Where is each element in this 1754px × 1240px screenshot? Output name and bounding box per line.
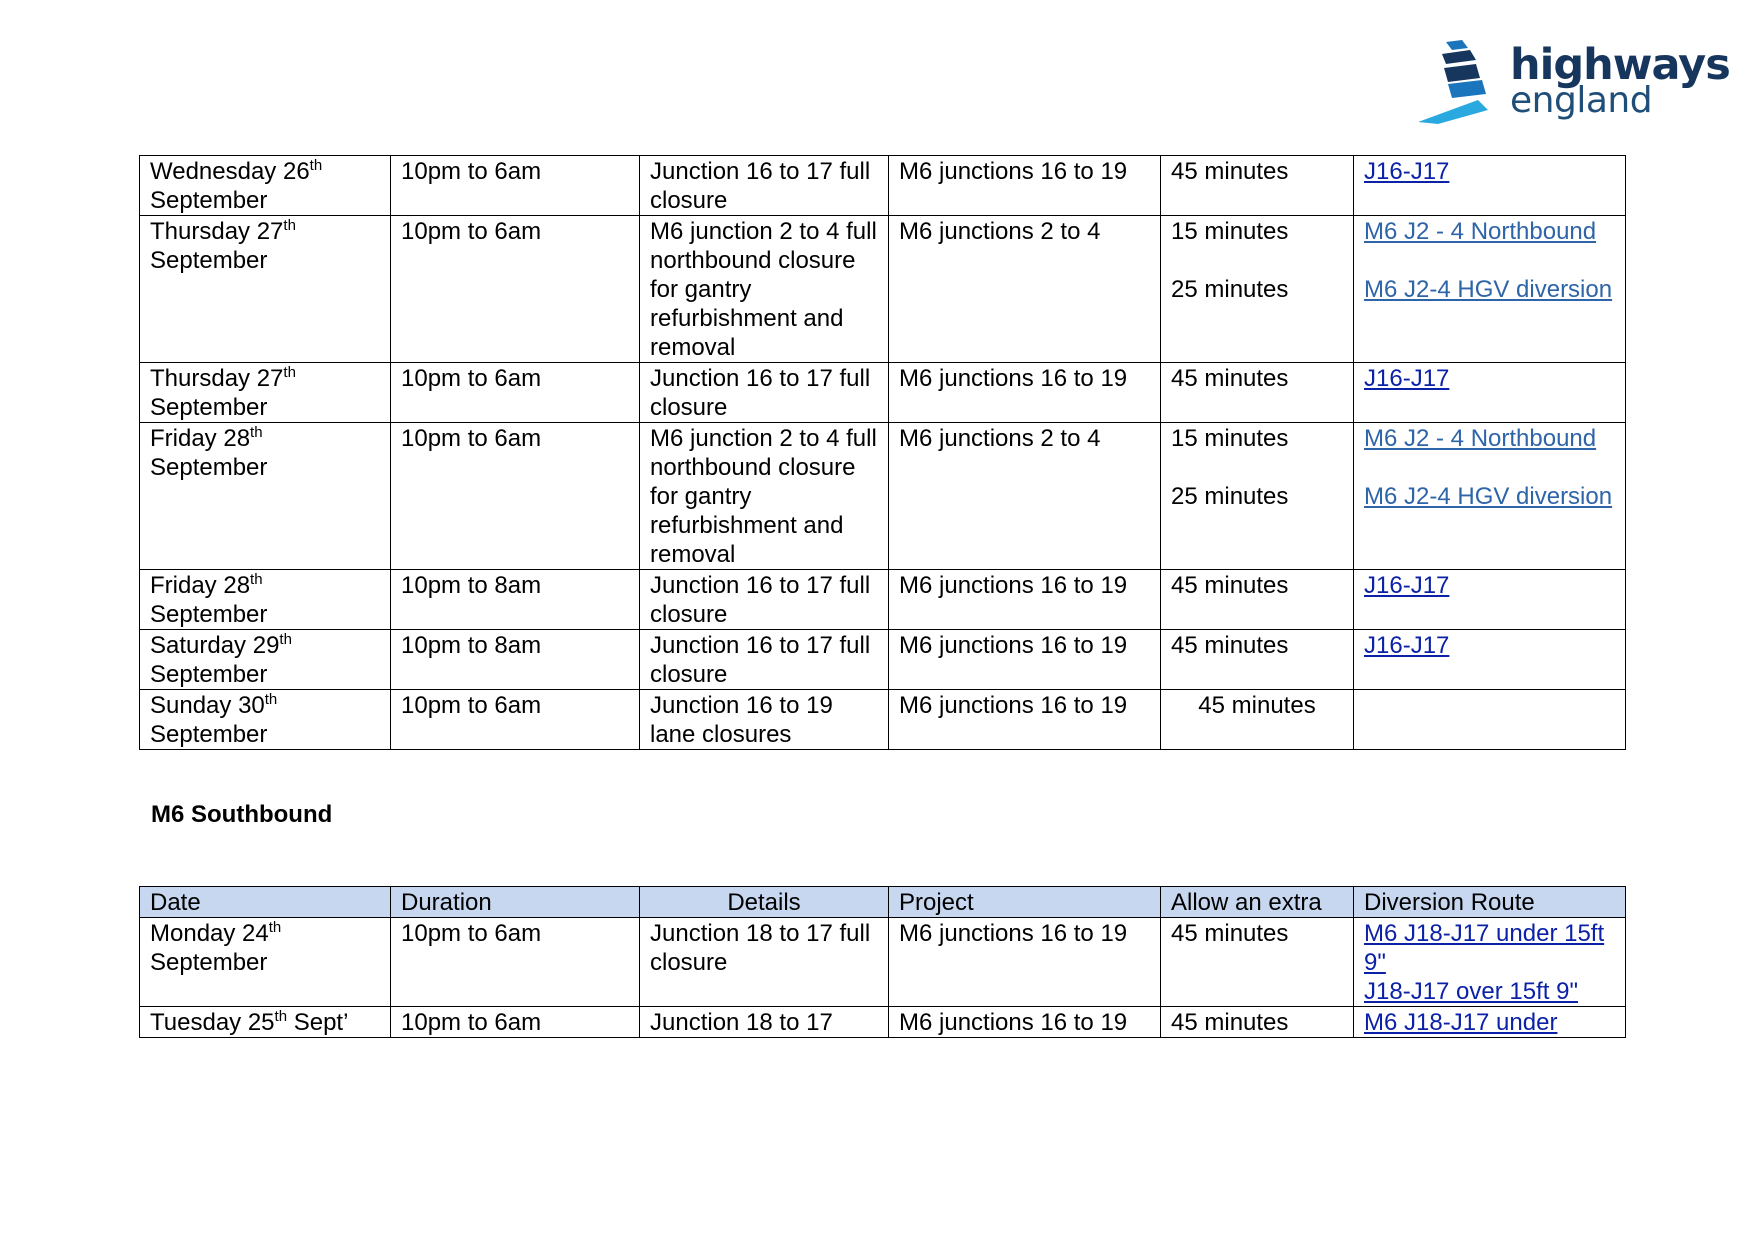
extra-time-cell: 15 minutes 25 minutes (1161, 423, 1354, 570)
hgv-diversion-link[interactable]: M6 J2-4 HGV diversion (1364, 483, 1613, 510)
table-row (140, 216, 1626, 363)
hgv-diversion-link[interactable]: M6 J2-4 HGV diversion (1364, 276, 1613, 303)
closures-table-northbound (139, 155, 1626, 750)
extra-time-cell: 45 minutes (1161, 570, 1354, 630)
extra-time-cell: 45 minutes (1161, 363, 1354, 423)
table-row (140, 423, 1626, 570)
extra-time-cell: 15 minutes 25 minutes (1161, 216, 1354, 363)
project-cell: M6 junctions 16 to 19 (889, 918, 1161, 1007)
duration-cell: 10pm to 8am (391, 630, 640, 690)
diversion-link[interactable]: J16-J17 (1364, 158, 1450, 185)
project-cell: M6 junctions 16 to 19 (889, 570, 1161, 630)
column-header-diversion: Diversion Route (1354, 887, 1626, 918)
date-cell: Sunday 30th September (140, 690, 391, 750)
diversion-link[interactable]: M6 J2 - 4 Northbound (1364, 218, 1597, 245)
diversion-cell (1354, 918, 1626, 1007)
diversion-link[interactable]: M6 J18-J17 under (1364, 1009, 1558, 1036)
diversion-cell (1354, 570, 1626, 630)
logo-word-highways: highways (1510, 40, 1730, 90)
table-row (140, 1007, 1626, 1038)
diversion-cell (1354, 156, 1626, 216)
diversion-cell (1354, 216, 1626, 363)
date-cell: Friday 28th September (140, 570, 391, 630)
extra-time-cell: 45 minutes (1161, 690, 1354, 750)
details-cell: Junction 18 to 17 (640, 1007, 889, 1038)
project-cell: M6 junctions 16 to 19 (889, 690, 1161, 750)
column-header-extra: Allow an extra (1161, 887, 1354, 918)
diversion-cell (1354, 423, 1626, 570)
diversion-link[interactable]: M6 J2 - 4 Northbound (1364, 425, 1597, 452)
details-cell: Junction 16 to 17 full closure (640, 570, 889, 630)
table-row (140, 570, 1626, 630)
diversion-link[interactable]: J16-J17 (1364, 632, 1450, 659)
diversion-link[interactable]: J16-J17 (1364, 365, 1450, 392)
column-header-date: Date (140, 887, 391, 918)
extra-time-cell: 45 minutes (1161, 156, 1354, 216)
column-header-project: Project (889, 887, 1161, 918)
diversion-cell (1354, 363, 1626, 423)
diversion-link-over[interactable]: J18-J17 over 15ft 9" (1364, 978, 1578, 1005)
details-cell: Junction 18 to 17 full closure (640, 918, 889, 1007)
details-cell: Junction 16 to 19 lane closures (640, 690, 889, 750)
date-cell: Thursday 27th September (140, 363, 391, 423)
details-cell: Junction 16 to 17 full closure (640, 363, 889, 423)
table-row (140, 363, 1626, 423)
duration-cell: 10pm to 6am (391, 918, 640, 1007)
column-header-details: Details (640, 887, 889, 918)
diversion-cell (1354, 690, 1626, 750)
project-cell: M6 junctions 16 to 19 (889, 630, 1161, 690)
date-cell: Wednesday 26th September (140, 156, 391, 216)
extra-time-cell: 45 minutes (1161, 630, 1354, 690)
project-cell: M6 junctions 2 to 4 (889, 423, 1161, 570)
project-cell: M6 junctions 16 to 19 (889, 1007, 1161, 1038)
project-cell: M6 junctions 16 to 19 (889, 156, 1161, 216)
duration-cell: 10pm to 6am (391, 216, 640, 363)
details-cell: Junction 16 to 17 full closure (640, 156, 889, 216)
column-header-duration: Duration (391, 887, 640, 918)
diversion-cell (1354, 1007, 1626, 1038)
duration-cell: 10pm to 6am (391, 363, 640, 423)
date-cell: Friday 28th September (140, 423, 391, 570)
diversion-link[interactable]: M6 J18-J17 under 15ft 9" (1364, 920, 1605, 976)
date-cell: Monday 24th September (140, 918, 391, 1007)
details-cell: Junction 16 to 17 full closure (640, 630, 889, 690)
diversion-link[interactable]: J16-J17 (1364, 572, 1450, 599)
extra-time-cell: 45 minutes (1161, 918, 1354, 1007)
table-row (140, 690, 1626, 750)
date-cell: Tuesday 25th Sept’ (140, 1007, 391, 1038)
table-header-row (140, 887, 1626, 918)
duration-cell: 10pm to 8am (391, 570, 640, 630)
date-cell: Saturday 29th September (140, 630, 391, 690)
logo-word-england: england (1510, 80, 1653, 121)
table-row (140, 156, 1626, 216)
closures-table-southbound (139, 886, 1626, 1038)
duration-cell: 10pm to 6am (391, 156, 640, 216)
extra-time-cell: 45 minutes (1161, 1007, 1354, 1038)
project-cell: M6 junctions 16 to 19 (889, 363, 1161, 423)
table-row (140, 630, 1626, 690)
project-cell: M6 junctions 2 to 4 (889, 216, 1161, 363)
highways-england-logo (1418, 38, 1730, 128)
details-cell: M6 junction 2 to 4 full northbound closure for gantry refurbishment and removal (640, 216, 889, 363)
table-row (140, 918, 1626, 1007)
section-heading: M6 Southbound (151, 801, 333, 828)
duration-cell: 10pm to 6am (391, 1007, 640, 1038)
duration-cell: 10pm to 6am (391, 690, 640, 750)
duration-cell: 10pm to 6am (391, 423, 640, 570)
date-cell: Thursday 27th September (140, 216, 391, 363)
details-cell: M6 junction 2 to 4 full northbound closure for gantry refurbishment and removal (640, 423, 889, 570)
logo-mark-icon (1418, 38, 1508, 128)
diversion-cell (1354, 630, 1626, 690)
